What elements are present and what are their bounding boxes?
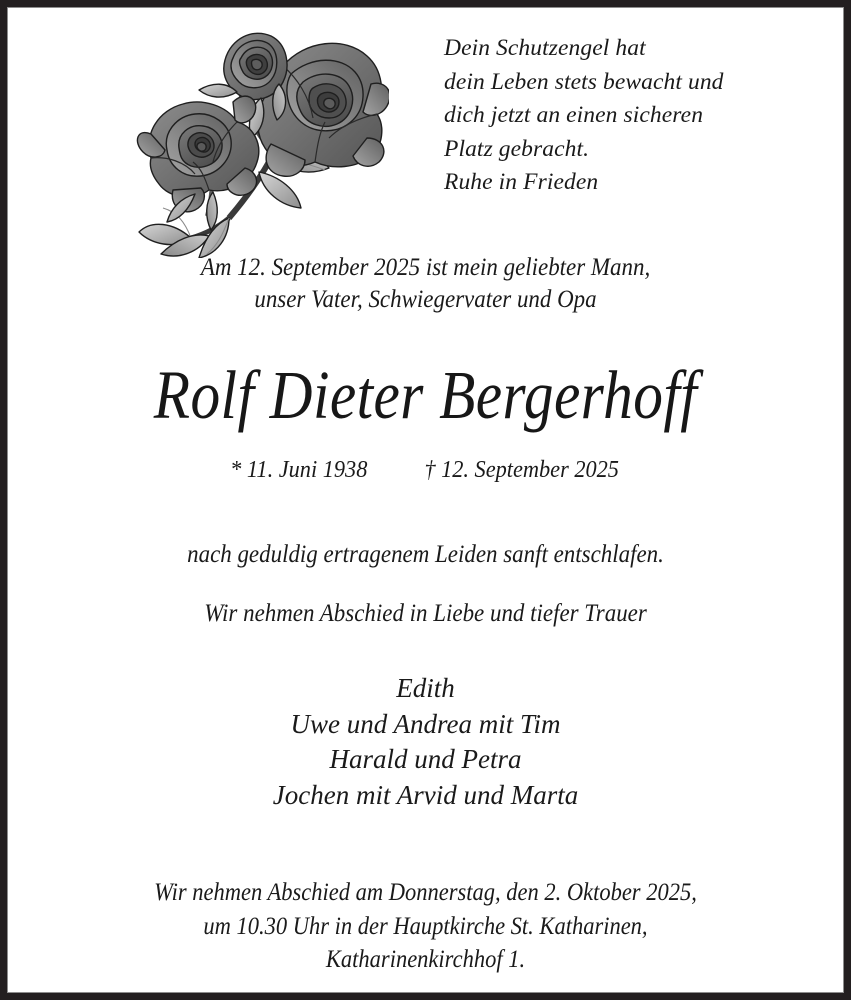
notice-inner-border — [7, 7, 844, 993]
verse-line: dein Leben stets bewacht und — [444, 68, 724, 95]
announcement-intro — [8, 251, 843, 315]
verse-line: dich jetzt an einen sicheren — [444, 102, 704, 129]
survivor-line: Edith — [396, 673, 455, 703]
passing-text: nach geduldig ertragenem Leiden sanft entschlafen. — [187, 539, 664, 568]
announcement-line: unser Vater, Schwiegervater und Opa — [254, 284, 597, 313]
farewell-statement — [8, 597, 843, 629]
deceased-name — [8, 355, 843, 435]
survivor-line: Uwe und Andrea mit Tim — [290, 708, 561, 739]
survivors-list — [8, 671, 843, 813]
life-dates — [8, 454, 843, 486]
survivor-line: Jochen mit Arvid und Marta — [272, 779, 579, 810]
birth-date: * 11. Juni 1938 — [230, 457, 368, 483]
announcement-line: Am 12. September 2025 ist mein geliebter Mann, — [200, 252, 651, 281]
survivor-line: Harald und Petra — [329, 744, 522, 774]
verse-line: Platz gebracht. — [444, 135, 590, 162]
funeral-line: Wir nehmen Abschied am Donnerstag, den 2. Oktober 2025, — [154, 879, 697, 906]
farewell-text: Wir nehmen Abschied in Liebe und tiefer Trauer — [204, 598, 647, 627]
passing-statement — [8, 538, 843, 570]
three-roses-illustration — [133, 22, 389, 258]
verse-line: Ruhe in Frieden — [444, 169, 599, 196]
funeral-line: Katharinenkirchhof 1. — [325, 946, 526, 973]
funeral-line: um 10.30 Uhr in der Hauptkirche St. Katharinen, — [203, 912, 648, 940]
notice-content — [8, 8, 843, 992]
verse-line: Dein Schutzengel hat — [444, 35, 646, 61]
funeral-details — [8, 876, 843, 977]
deceased-full-name: Rolf Dieter Bergerhoff — [153, 357, 698, 433]
memorial-verse — [444, 32, 824, 200]
death-date: † 12. September 2025 — [423, 457, 619, 483]
